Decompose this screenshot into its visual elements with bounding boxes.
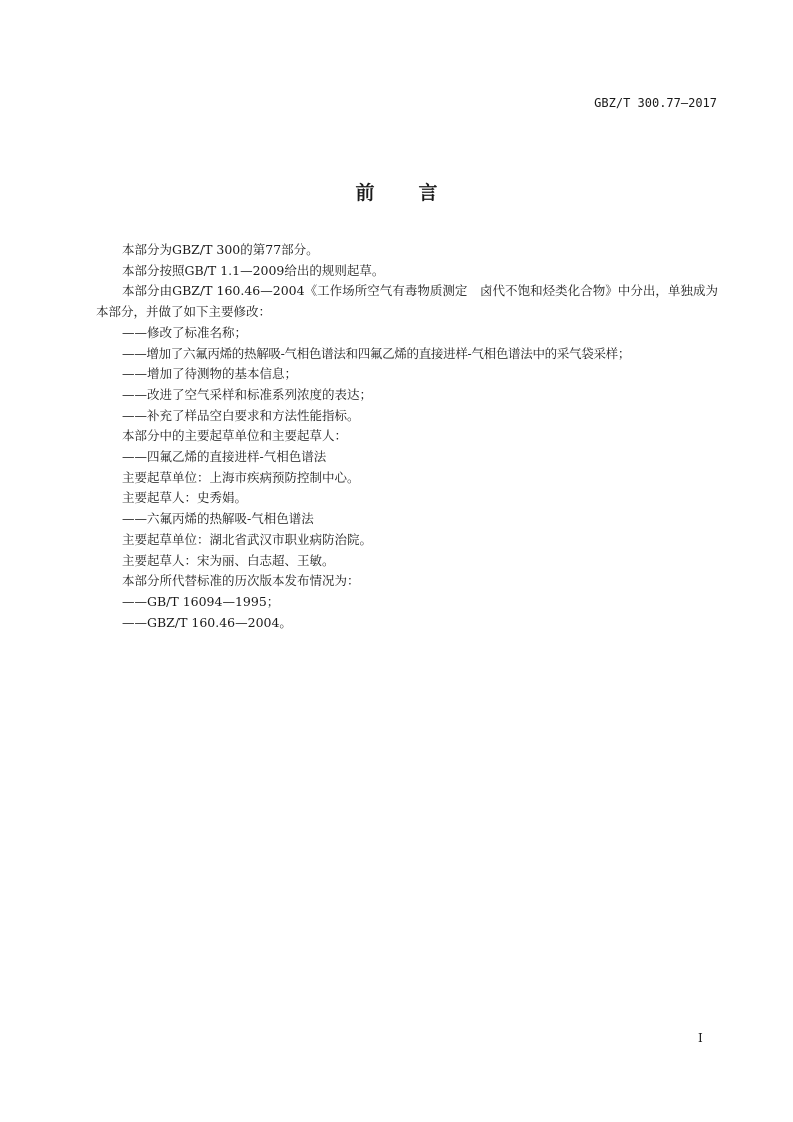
- list-item: ——改进了空气采样和标准系列浓度的表达；: [122, 386, 373, 402]
- paragraph: 本部分中的主要起草单位和主要起草人：: [122, 428, 348, 444]
- paragraph: 主要起草单位：上海市疾病预防控制中心。: [122, 469, 360, 485]
- list-item: ——GBZ/T 160.46—2004。: [122, 614, 292, 630]
- list-item: ——增加了六氟丙烯的热解吸-气相色谱法和四氟乙烯的直接进样-气相色谱法中的采气袋采样；: [122, 345, 631, 361]
- paragraph: 本部分所代替标准的历次版本发布情况为：: [122, 573, 360, 589]
- page-title: 前言: [355, 182, 482, 204]
- paragraph: 主要起草人：宋为丽、白志超、王敏。: [122, 552, 335, 568]
- list-item: ——补充了样品空白要求和方法性能指标。: [122, 407, 360, 423]
- foreword-body: [96, 240, 718, 633]
- paragraph: 主要起草人：史秀娟。: [122, 490, 248, 506]
- list-item: ——修改了标准名称；: [122, 324, 248, 340]
- paragraph: 本部分由GBZ/T 160.46—2004《工作场所空气有毒物质测定 卤代不饱和烃类化合物》中分出，单独成为本部分，并做了如下主要修改：: [96, 283, 718, 320]
- list-item: ——GB/T 16094—1995；: [122, 593, 280, 609]
- paragraph: 主要起草单位：湖北省武汉市职业病防治院。: [122, 531, 373, 547]
- page-number: I: [698, 1031, 703, 1045]
- document-code: GBZ/T 300.77—2017: [594, 96, 717, 110]
- list-item: ——六氟丙烯的热解吸-气相色谱法: [122, 511, 314, 527]
- list-item: ——四氟乙烯的直接进样-气相色谱法: [122, 449, 327, 465]
- paragraph: 本部分为GBZ/T 300的第77部分。: [122, 242, 319, 257]
- paragraph: 本部分按照GB/T 1.1—2009给出的规则起草。: [122, 262, 385, 278]
- list-item: ——增加了待测物的基本信息；: [122, 366, 298, 382]
